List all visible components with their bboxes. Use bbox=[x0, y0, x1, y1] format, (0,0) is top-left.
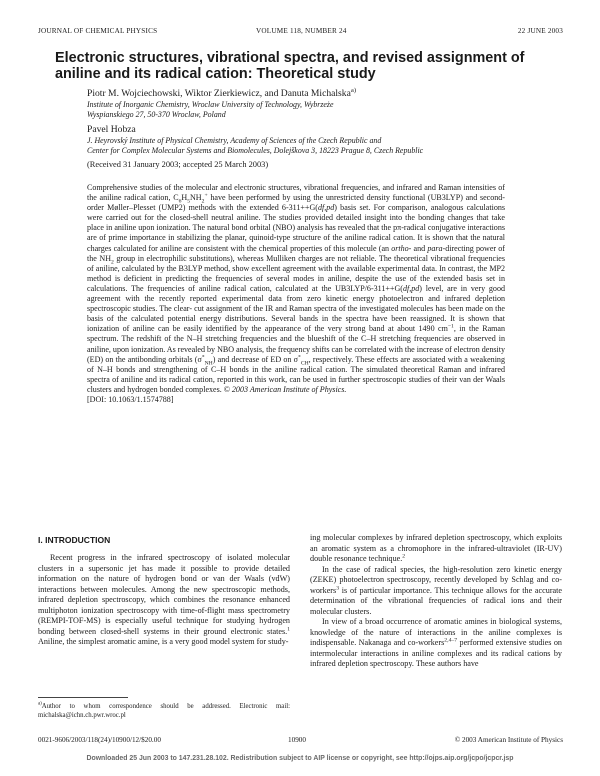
footnote-text: Author to whom correspondence should be addressed. Electronic mail: michalska@ichn.ch.pwr.wroc.pl bbox=[38, 703, 290, 719]
affiliation-1 bbox=[87, 100, 334, 120]
section-heading-introduction: I. INTRODUCTION bbox=[38, 535, 111, 545]
ref-4-7: 2,4–7 bbox=[444, 637, 458, 644]
footer-copyright: © 2003 American Institute of Physics bbox=[454, 736, 563, 744]
intro-paragraph-1: Recent progress in the infrared spectroscopy of isolated molecular clusters in a supersonic jet has made it possible to provide detailed information on the nature of hydrogen bond or van der Waals (vdW) interactions between molecules. Among the new spectroscopic methods, infrared depletion spectroscopy, which combines the resonance enhanced multiphoton ionization spectroscopy with time-of-flight mass spectrometry (REMPI-TOF-MS) is especially useful technique for studying hydrogen bonding between closed-shell systems in their ground electronic states.$^1$ Aniline, the simplest aromatic amine, is a very good model system for study- bbox=[38, 553, 290, 646]
page-number: 10900 bbox=[288, 736, 306, 744]
copyright-notice: © 2003 American Institute of Physics. bbox=[223, 384, 347, 394]
affiliation-1-line-2: Wyspianskiego 27, 50-370 Wroclaw, Poland bbox=[87, 110, 226, 119]
authors-names-1: Piotr M. Wojciechowski, Wiktor Zierkiewicz, and Danuta Michalska bbox=[87, 88, 351, 99]
author-2: Pavel Hobza bbox=[87, 124, 136, 135]
received-dates: (Received 31 January 2003; accepted 25 March 2003) bbox=[87, 160, 269, 169]
article-title: Electronic structures, vibrational spectra, and revised assignment of aniline and its radical cation: Theoretical study bbox=[55, 50, 525, 82]
volume-number: VOLUME 118, NUMBER 24 bbox=[256, 27, 347, 35]
intro-paragraph-2: In the case of radical species, the high-resolution zero kinetic energy (ZEKE) photoelectron spectroscopy, recently developed by Schlag and co-workers$^3$ is of particular importance. This technique allows for the accurate determination of the vibrational frequencies of radical ions and their molecular clusters. bbox=[310, 564, 562, 616]
intro-paragraph-3: In view of a broad occurrence of aromatic amines in biological systems, knowledge of the nature of interactions in the aniline complexes is indispensable. Nakanaga and co-workers$^{2,4-7}$ performed extensive studies on intermolecular interactions in aniline complexes and its radical cations by infrared depletion spectroscopy. These authors have bbox=[310, 617, 562, 668]
footnote-rule bbox=[38, 697, 128, 698]
download-notice: Downloaded 25 Jun 2003 to 147.231.28.102. Redistribution subject to AIP license or copyright, see http://ojps.aip.org/jcpo/jcpcr.jsp bbox=[86, 755, 514, 762]
footnote-mark: a) bbox=[38, 701, 42, 707]
doi: [DOI: 10.1063/1.1574788] bbox=[87, 394, 174, 404]
left-column bbox=[38, 553, 290, 648]
affiliation-1-line-1: Institute of Inorganic Chemistry, Wroclaw University of Technology, Wybrzeże bbox=[87, 100, 334, 109]
author-note-mark: a) bbox=[350, 86, 357, 94]
author-list-1 bbox=[87, 88, 356, 99]
ref-1: 1 bbox=[287, 625, 290, 632]
abstract: Comprehensive studies of the molecular and electronic structures, vibrational frequencies, and infrared and Raman intensities of the aniline radical cation, $C_6H_5NH_2^+$ have been performed by using the unrestricted density functional (UB3LYP) and second-order Møller–Plesset (UMP2) methods with the extended 6-311++G(df,pd) basis set. For comparison, analogous calculations were carried out for the closed-shell neutral aniline. The studies provided detailed insight into the bonding changes that take place in aniline upon ionization. The natural bond orbital (NBO) analysis has revealed that the pπ-radical conjugative interactions are of prime importance in stabilizing the planar, quinoid-type structure of the aniline radical cation. It is shown that the natural charges calculated for aniline are consistent with the chemical properties of this molecule (an ortho- and para-directing power of the $NH_2$ group in electrophilic substitutions), whereas Mulliken charges are not reliable. The theoretical vibrational frequencies of aniline, calculated by the B3LYP method, show excellent agreement with the available experimental data. In contrast, the MP2 method is deficient in predicting the frequencies of several modes in aniline, despite the use of the extended basis set in calculations. The frequencies of aniline radical cation, calculated at the UB3LYP/6-311++G(df,pd) level, are in very good agreement with the recently reported experimental data from zero kinetic energy photoelectron and infrared depletion spectroscopic studies. The clear- cut assignment of the IR and Raman spectra of the investigated molecules has been made on the basis of the calculated potential energy distributions. Several bands in the spectra have been reassigned. It is shown that ionization of aniline can be easily identified by the appearance of the very strong band at about 1490 $cm^{-1}$, in the Raman spectrum. The redshift of the N–H stretching frequencies and the blueshift of the C–H stretching frequencies are observed in aniline, upon ionization. As revealed by NBO analysis, the frequency shifts can be correlated with the increase of electron density (ED) on the antibonding orbitals $(\sigma^*_{NH})$ and decrease of ED on $\sigma^*_{CH}$, respectively. These effects are associated with a weakening of N–H bonds and strengthening of C–H bonds in the aniline radical cation. The simulated theoretical Raman and infrared spectra of aniline and its radical cation, reported in this work, can be used in further spectroscopic studies of their van der Waals clusters and hydrogen bonded complexes. © 2003 American Institute of Physics. [DOI: 10.1063/1.1574788] bbox=[87, 183, 506, 404]
footer-issn: 0021-9606/2003/118(24)/10900/12/$20.00 bbox=[38, 736, 161, 744]
ref-3: 3 bbox=[336, 584, 340, 591]
right-column bbox=[310, 533, 562, 670]
journal-name: JOURNAL OF CHEMICAL PHYSICS bbox=[38, 27, 158, 35]
affiliation-2 bbox=[87, 136, 423, 156]
affiliation-2-line-2: Center for Complex Molecular Systems and Biomolecules, Dolejškova 3, 18223 Prague 8, Czech Republic bbox=[87, 146, 424, 155]
footnote bbox=[38, 703, 290, 720]
ref-2: 2 bbox=[402, 553, 406, 560]
intro-paragraph-1-cont: ing molecular complexes by infrared depletion spectroscopy, which exploits an aromatic system as a chromophore in the infrared-ultraviolet (IR-UV) double resonance technique.$^2$ bbox=[310, 533, 562, 563]
issue-date: 22 JUNE 2003 bbox=[517, 27, 563, 35]
affiliation-2-line-1: J. Heyrovský Institute of Physical Chemistry, Academy of Sciences of the Czech Republic and bbox=[87, 136, 382, 145]
